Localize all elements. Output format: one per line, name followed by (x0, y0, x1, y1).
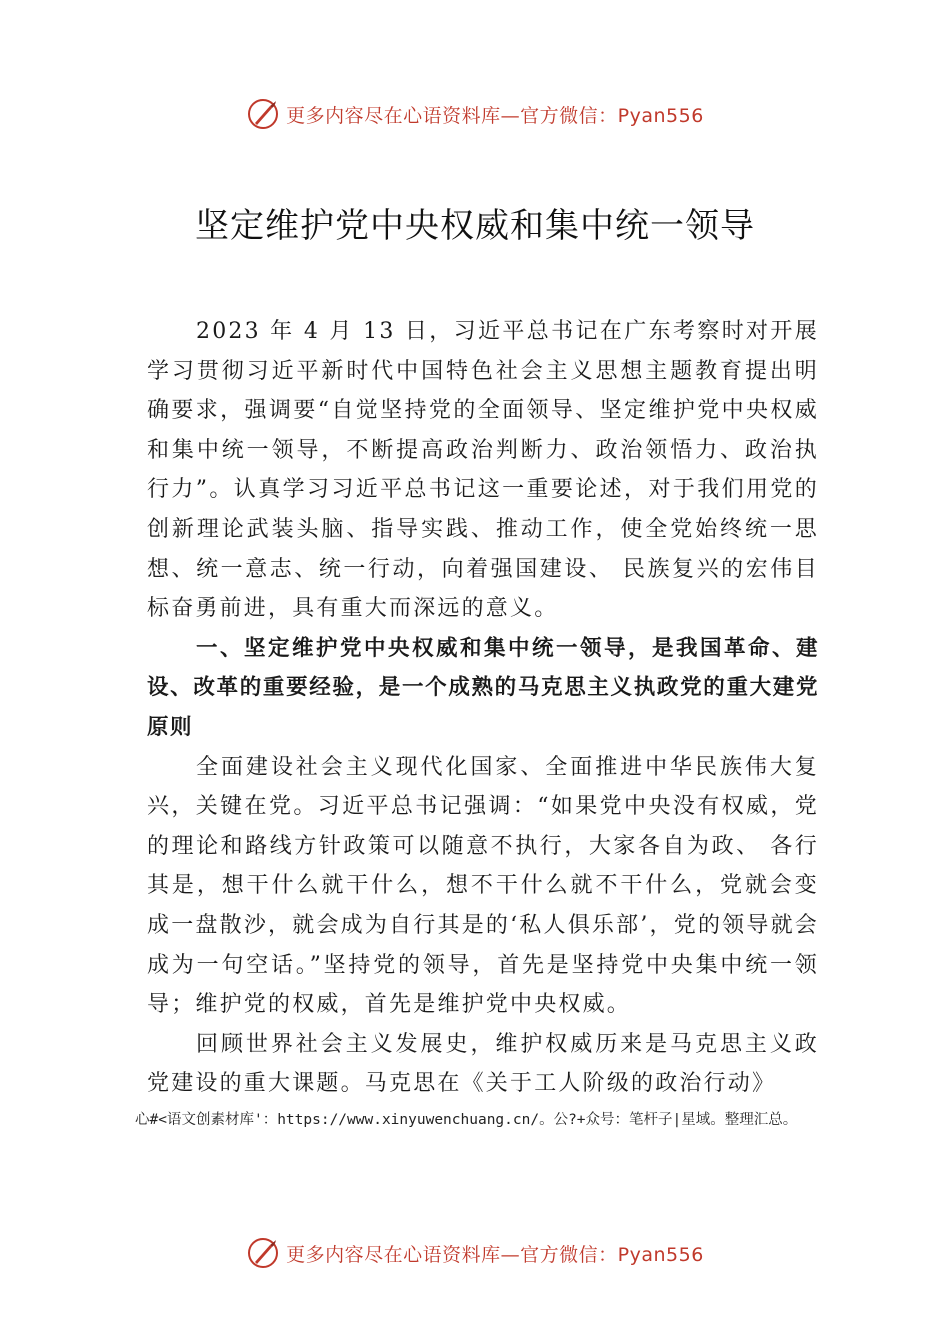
wechat-id: Pyan556 (617, 1243, 704, 1266)
quill-pen-seal-icon (246, 97, 280, 131)
paragraph-intro: 2023 年 4 月 13 日，习近平总书记在广东考察时对开展学习贯彻习近平新时代中国特色社会主义思想主题教育提出明确要求，强调要“自觉坚持党的全面领导、坚定维护党中央权威和集中统一领导，不断提高政治判断力、政治领悟力、政治执行力”。认真学习习近平总书记这一重要论述，对于我们用党的创新理论武装头脑、指导实践、推动工作，使全党始终统一思想、统一意志、统一行动，向着强国建设、 民族复兴的宏伟目标奋勇前进，具有重大而深远的意义。 (147, 319, 819, 622)
banner-label (286, 101, 704, 128)
paragraph-body: 全面建设社会主义现代化国家、全面推进中华民族伟大复兴，关键在党。习近平总书记强调：“如果党中央没有权威，党的理论和路线方针政策可以随意不执行，大家各自为政、 各行其是，想干什么就干什么，想不干什么就不干什么，党就会变成一盘散沙，就会成为自行其是的‘私人俱乐部’，党的领导就会成为一句空话。”坚持党的领导，首先是坚持党中央集中统一领导；维护党的权威，首先是维护党中央权威。 (147, 754, 819, 1018)
banner-text: 更多内容尽在心语资料库—官方微信： (286, 104, 618, 127)
banner-label (286, 1240, 704, 1267)
source-footnote: 心#<语文创素材库'：https://www.xinyuwenchuang.cn/。公?+众号：笔杆子|星域。整理汇总。 (135, 1112, 798, 1128)
banner-text: 更多内容尽在心语资料库—官方微信： (286, 1243, 618, 1266)
top-banner (0, 94, 950, 134)
paragraph-body: 回顾世界社会主义发展史，维护权威历来是马克思主义政党建设的重大课题。马克思在《关于工人阶级的政治行动》 (147, 1031, 819, 1097)
document-body (147, 312, 819, 1104)
wechat-id: Pyan556 (617, 104, 704, 127)
section-heading: 一、坚定维护党中央权威和集中统一领导，是我国革命、建设、改革的重要经验，是一个成熟的马克思主义执政党的重大建党原则 (147, 635, 819, 740)
quill-pen-seal-icon (246, 1236, 280, 1270)
bottom-banner (0, 1233, 950, 1273)
document-title: 坚定维护党中央权威和集中统一领导 (195, 206, 755, 246)
